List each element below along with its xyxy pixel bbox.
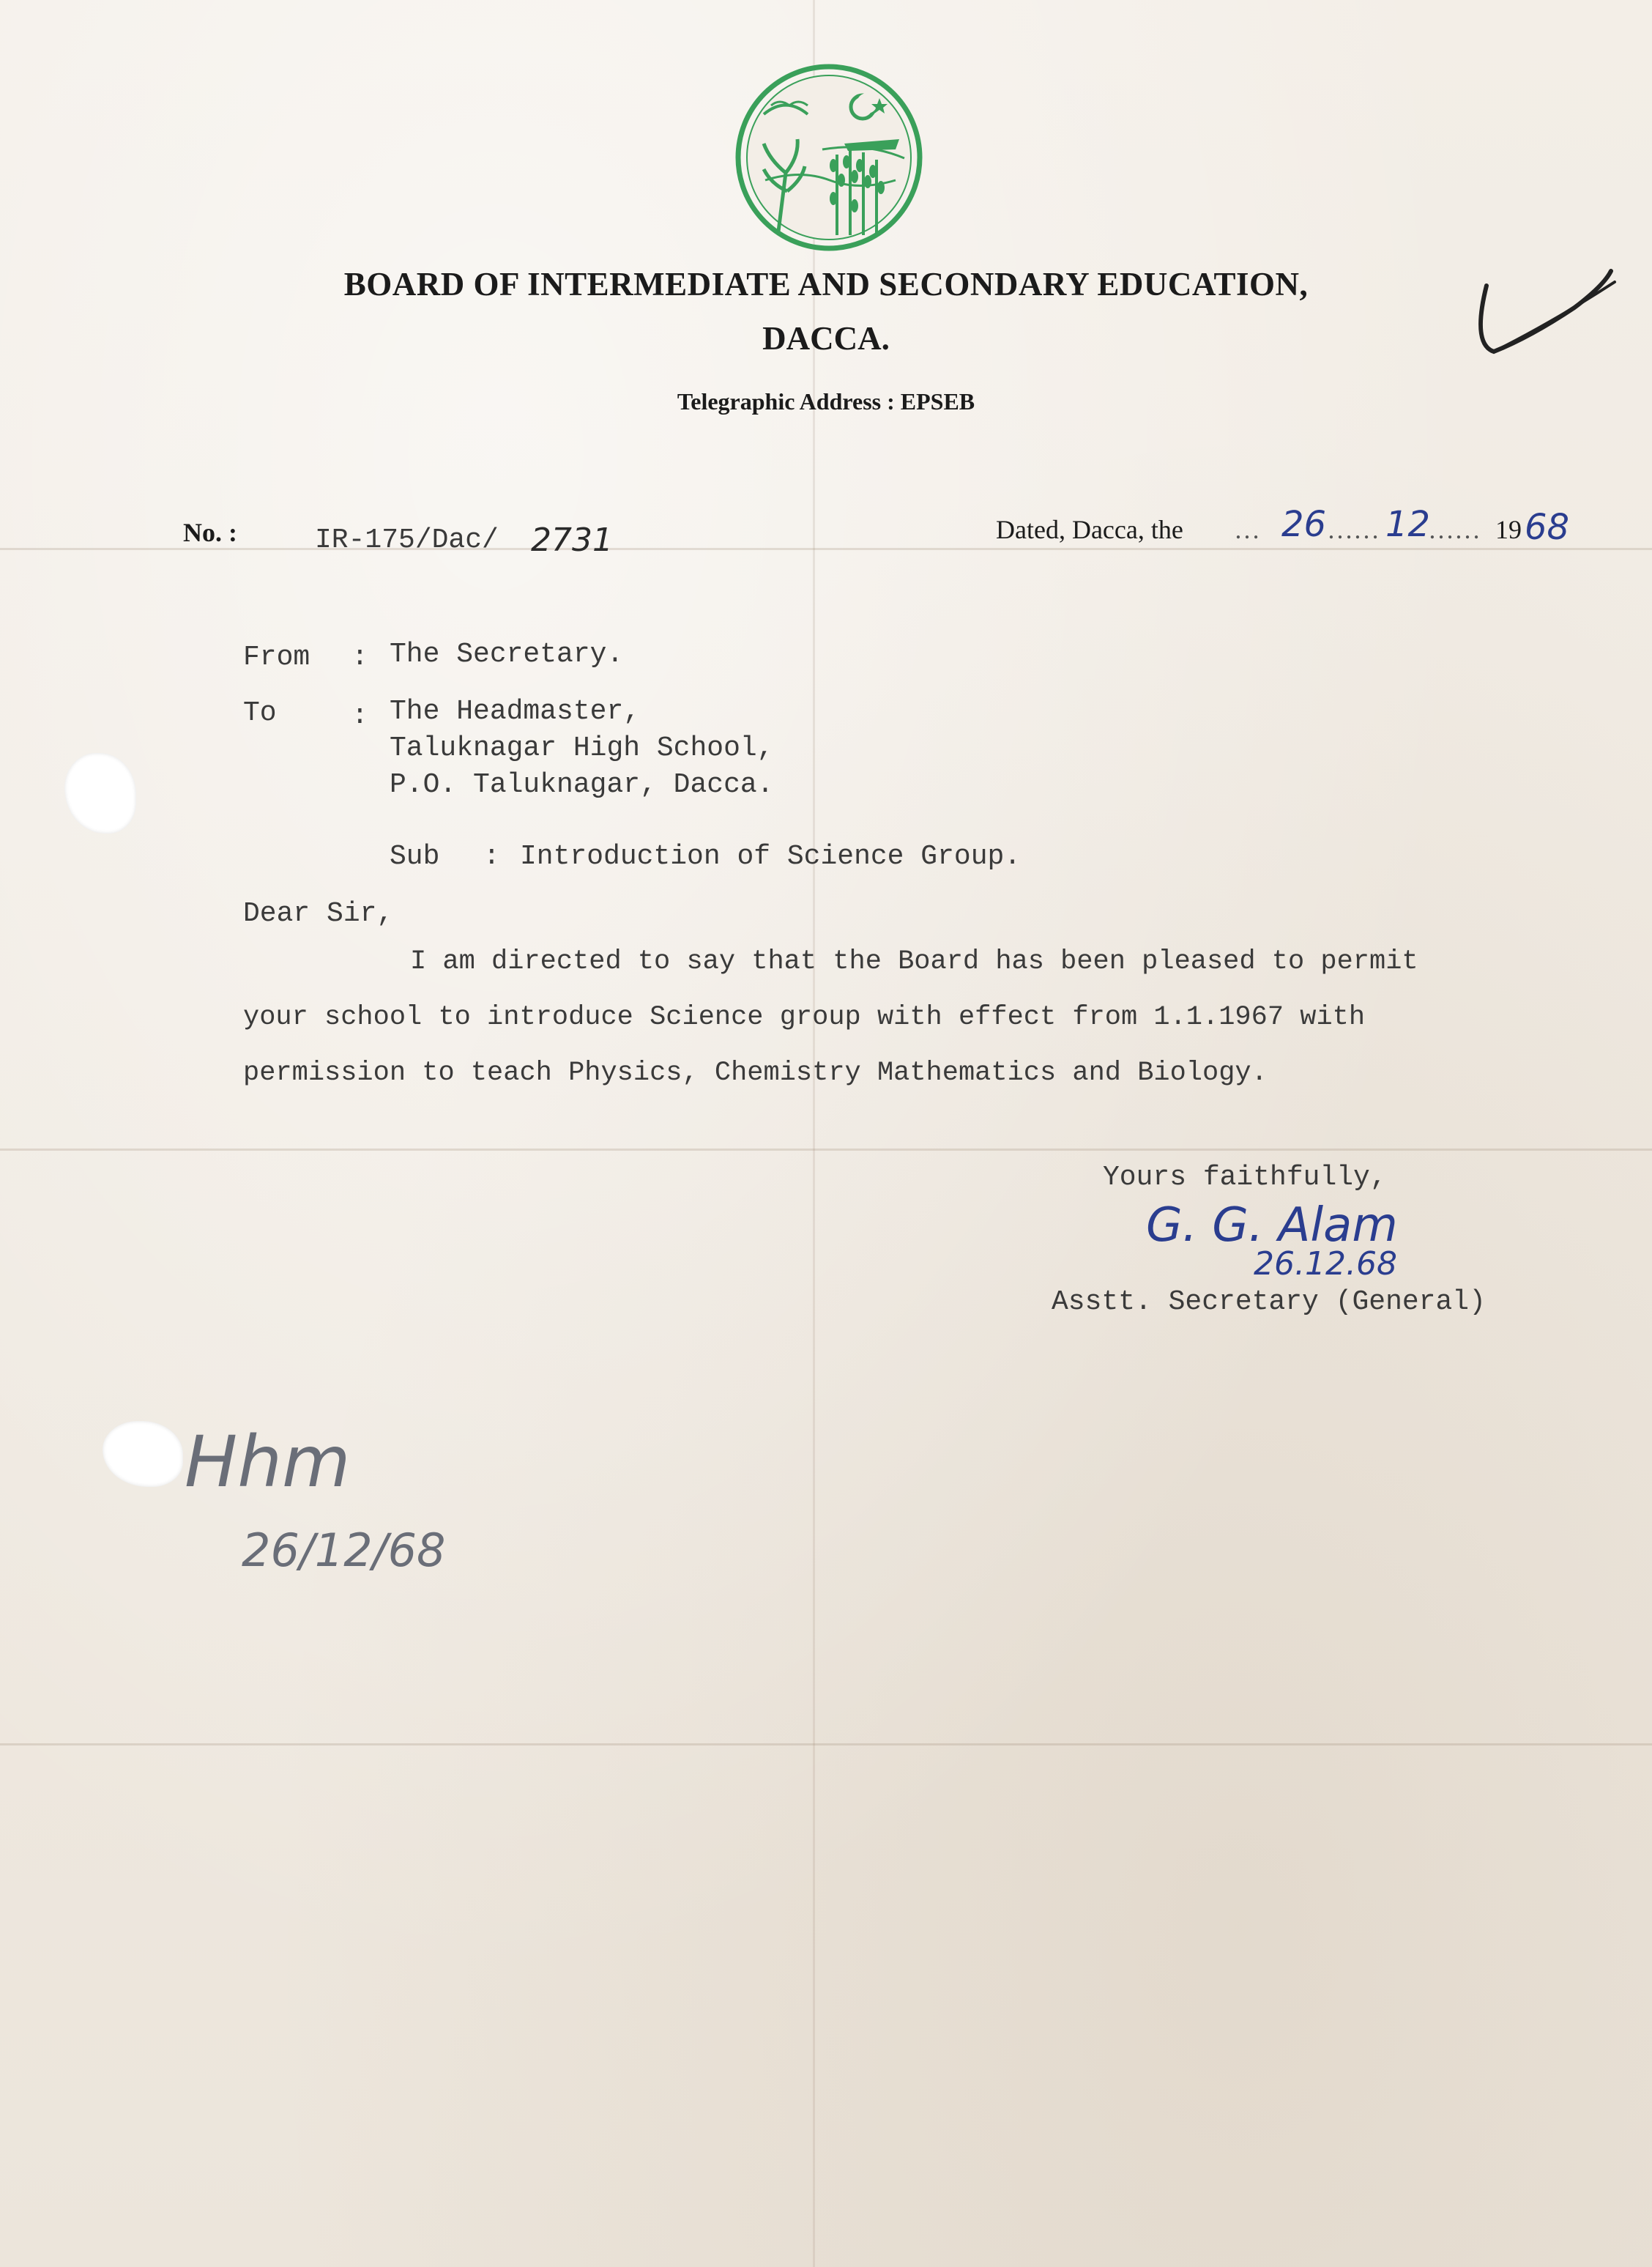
signature-date: 26.12.68	[1254, 1245, 1397, 1283]
punched-hole	[64, 753, 136, 834]
paper-fold	[0, 548, 1652, 550]
body-line-1: I am directed to say that the Board has been pleased to permit	[410, 946, 1418, 977]
check-mark-icon	[1465, 242, 1618, 366]
to-line-2: Taluknagar High School,	[390, 732, 774, 764]
to-line-3: P.O. Taluknagar, Dacca.	[390, 769, 774, 801]
board-seal	[734, 63, 923, 252]
dated-day: 26	[1281, 504, 1327, 545]
from-colon: :	[351, 642, 368, 673]
dated-month: 12	[1385, 504, 1431, 545]
paper-fold	[0, 1149, 1652, 1151]
sub-colon: :	[483, 841, 500, 872]
to-colon: :	[351, 700, 368, 732]
annotation-initials: Hhm	[185, 1421, 351, 1503]
telegraphic-address: Telegraphic Address : EPSEB	[677, 388, 975, 415]
annotation-date: 26/12/68	[242, 1524, 446, 1577]
punched-hole	[103, 1421, 183, 1487]
body-line-2: your school to introduce Science group with effect from 1.1.1967 with	[243, 1002, 1366, 1033]
signature: G. G. Alam	[1146, 1198, 1398, 1253]
designation: Asstt. Secretary (General)	[1052, 1286, 1486, 1318]
ref-no-label: No. :	[183, 518, 237, 547]
valediction: Yours faithfully,	[1103, 1162, 1387, 1193]
ref-no-handwritten: 2731	[531, 522, 613, 559]
body-line-3: permission to teach Physics, Chemistry Mathematics and Biology.	[243, 1058, 1268, 1088]
from-value: The Secretary.	[390, 639, 624, 670]
from-label: From	[243, 642, 310, 673]
sub-label: Sub	[390, 841, 440, 872]
ref-no-value: IR-175/Dac/	[315, 524, 499, 556]
dated-year-hand: 68	[1525, 507, 1570, 548]
dated-year-prefix: 19	[1495, 515, 1522, 544]
paper-fold	[0, 1743, 1652, 1745]
to-label: To	[243, 697, 277, 729]
org-name-line2: DACCA.	[762, 320, 890, 357]
dated-dots: ……	[1428, 515, 1481, 544]
sub-value: Introduction of Science Group.	[520, 841, 1022, 872]
to-line-1: The Headmaster,	[390, 696, 641, 727]
salutation: Dear Sir,	[243, 898, 394, 930]
dated-dots: ……	[1327, 515, 1380, 544]
dated-label: Dated, Dacca, the	[996, 515, 1183, 544]
dated-dots: …	[1234, 515, 1262, 544]
org-name-line1: BOARD OF INTERMEDIATE AND SECONDARY EDUCATION,	[343, 266, 1309, 303]
